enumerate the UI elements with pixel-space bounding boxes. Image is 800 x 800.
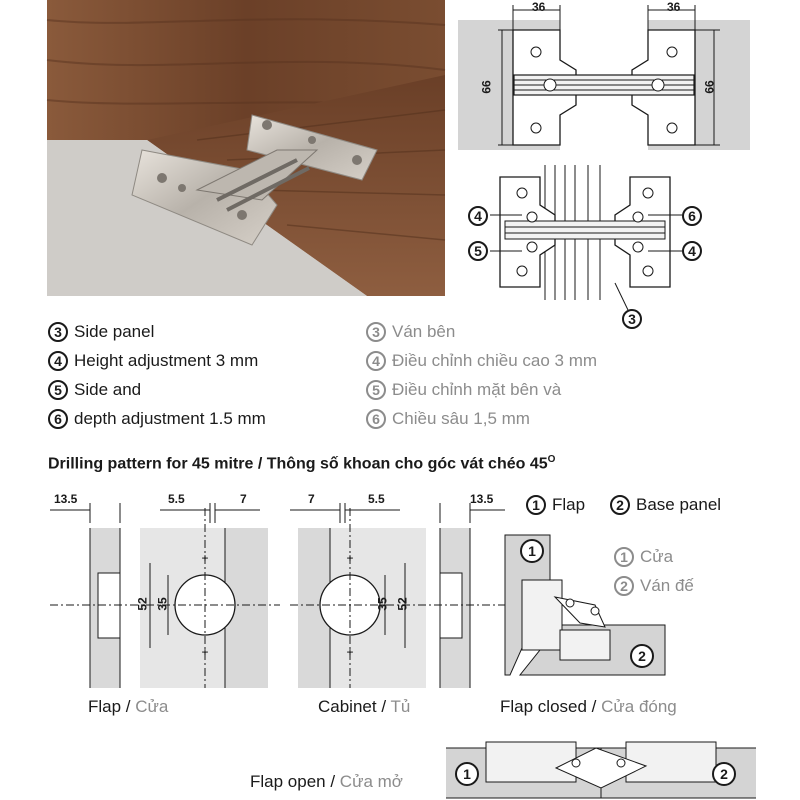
flap-dim-13-5: 13.5 — [54, 492, 78, 506]
top-dim-width-right: 36 — [667, 0, 681, 14]
flap-dim-7: 7 — [240, 492, 247, 506]
hinge-adjustment-drawing — [460, 165, 720, 305]
drilling-cabinet-drawing — [290, 488, 520, 688]
top-dim-height-right: 66 — [702, 80, 717, 94]
caption-flap-open: Flap open / Cửa mở — [250, 772, 403, 791]
parts-legend-flap: 1 Flap — [526, 493, 585, 517]
parts-legend-flap-vi: 1 Cửa — [614, 545, 673, 569]
caption-flap: Flap / Cửa — [88, 697, 169, 716]
top-dim-width-left: 36 — [532, 0, 546, 14]
drilling-flap-drawing — [50, 488, 280, 688]
flap-dim-52: 52 — [135, 597, 150, 611]
parts-legend-base: 2 Base panel — [610, 493, 721, 517]
svg-text:+: + — [201, 645, 209, 659]
callout-3: 3 — [622, 309, 642, 329]
legend-en-item: 3 Side panel — [48, 320, 154, 344]
svg-text:+: + — [346, 645, 354, 659]
legend-en-item: 6 depth adjustment 1.5 mm — [48, 407, 266, 431]
legend-vi-item: 6 Chiều sâu 1,5 mm — [366, 407, 530, 431]
cabinet-dim-7: 7 — [308, 492, 315, 506]
callout-4-right: 4 — [682, 241, 702, 261]
flap-dim-5-5: 5.5 — [168, 492, 185, 506]
closed-marker-1: 1 — [520, 539, 544, 563]
legend-en-item: 5 Side and — [48, 378, 141, 402]
legend-en-item: 4 Height adjustment 3 mm — [48, 349, 258, 373]
callout-4-left: 4 — [468, 206, 488, 226]
callout-5-left: 5 — [468, 241, 488, 261]
caption-cabinet: Cabinet / Tủ — [318, 697, 411, 716]
hinge-photo — [47, 0, 445, 296]
cabinet-dim-35: 35 — [375, 597, 390, 611]
closed-marker-2: 2 — [630, 644, 654, 668]
callout-6-right: 6 — [682, 206, 702, 226]
top-dim-height-left: 66 — [479, 80, 494, 94]
legend-vi-item: 5 Điều chỉnh mặt bên và — [366, 378, 561, 402]
open-marker-1: 1 — [455, 762, 479, 786]
svg-text:+: + — [201, 551, 209, 565]
cabinet-dim-52: 52 — [395, 597, 410, 611]
caption-flap-closed: Flap closed / Cửa đóng — [500, 697, 677, 716]
cabinet-dim-13-5: 13.5 — [470, 492, 494, 506]
cabinet-dim-5-5: 5.5 — [368, 492, 385, 506]
svg-text:+: + — [346, 551, 354, 565]
open-marker-2: 2 — [712, 762, 736, 786]
legend-vi-item: 4 Điều chỉnh chiều cao 3 mm — [366, 349, 597, 373]
flap-dim-35: 35 — [155, 597, 170, 611]
parts-legend-base-vi: 2 Ván đế — [614, 574, 694, 598]
flap-open-drawing — [446, 738, 756, 800]
drilling-heading: Drilling pattern for 45 mitre / Thông số khoan cho góc vát chéo $45^O$ — [48, 454, 556, 473]
legend-vi-item: 3 Ván bên — [366, 320, 455, 344]
